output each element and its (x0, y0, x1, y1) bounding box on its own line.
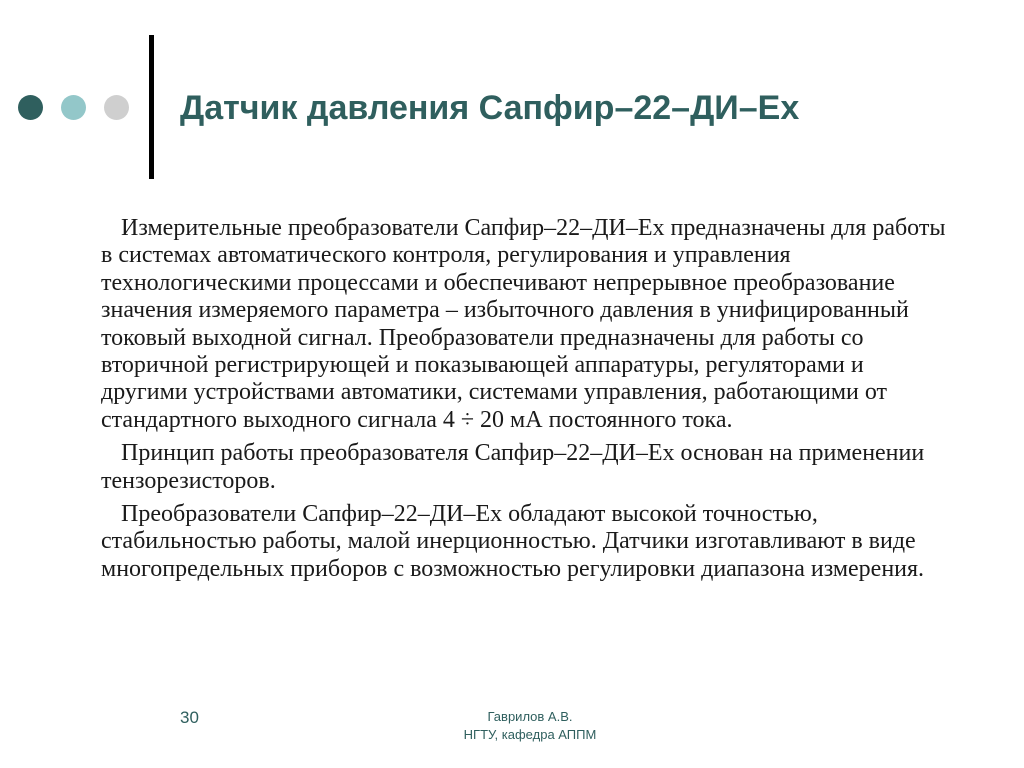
footer-department: НГТУ, кафедра АППМ (463, 727, 597, 742)
footer (400, 708, 660, 744)
light-teal-dot (61, 95, 86, 120)
grey-dot (104, 95, 129, 120)
dark-teal-dot (18, 95, 43, 120)
slide-title: Датчик давления Сапфир–22–ДИ–Ех (180, 89, 800, 127)
paragraph-properties: Преобразователи Сапфир–22–ДИ–Ех обладают высокой точностью, стабильностью работы, малой инерционностью. Датчики изготавливают в виде многопредельных приборов с возможностью регулировки диапазона измерения. (101, 501, 925, 582)
footer-author: Гаврилов А.В. (487, 709, 573, 724)
page-number: 30 (180, 708, 199, 727)
paragraph-principle: Принцип работы преобразователя Сапфир–22–ДИ–Ех основан на применении тензорезисторов. (101, 440, 925, 494)
title-divider (149, 35, 154, 179)
slide-body (101, 215, 946, 589)
paragraph-purpose: Измерительные преобразователи Сапфир–22–ДИ–Ех предназначены для работы в системах автоматического контроля, регулирования и управления технологическими процессами и обеспечивают непрерывное преобразование значения измеряемого параметра – избыточного давления в унифицированный токовый выходной сигнал. Преобразователи предназначены для работы со вторичной регистрирующей и показывающей аппаратуры, регуляторами и другими устройствами автоматики, системами управления, работающими от стандартного выходного сигнала 4 ÷ 20 мА постоянного тока. (101, 215, 946, 433)
